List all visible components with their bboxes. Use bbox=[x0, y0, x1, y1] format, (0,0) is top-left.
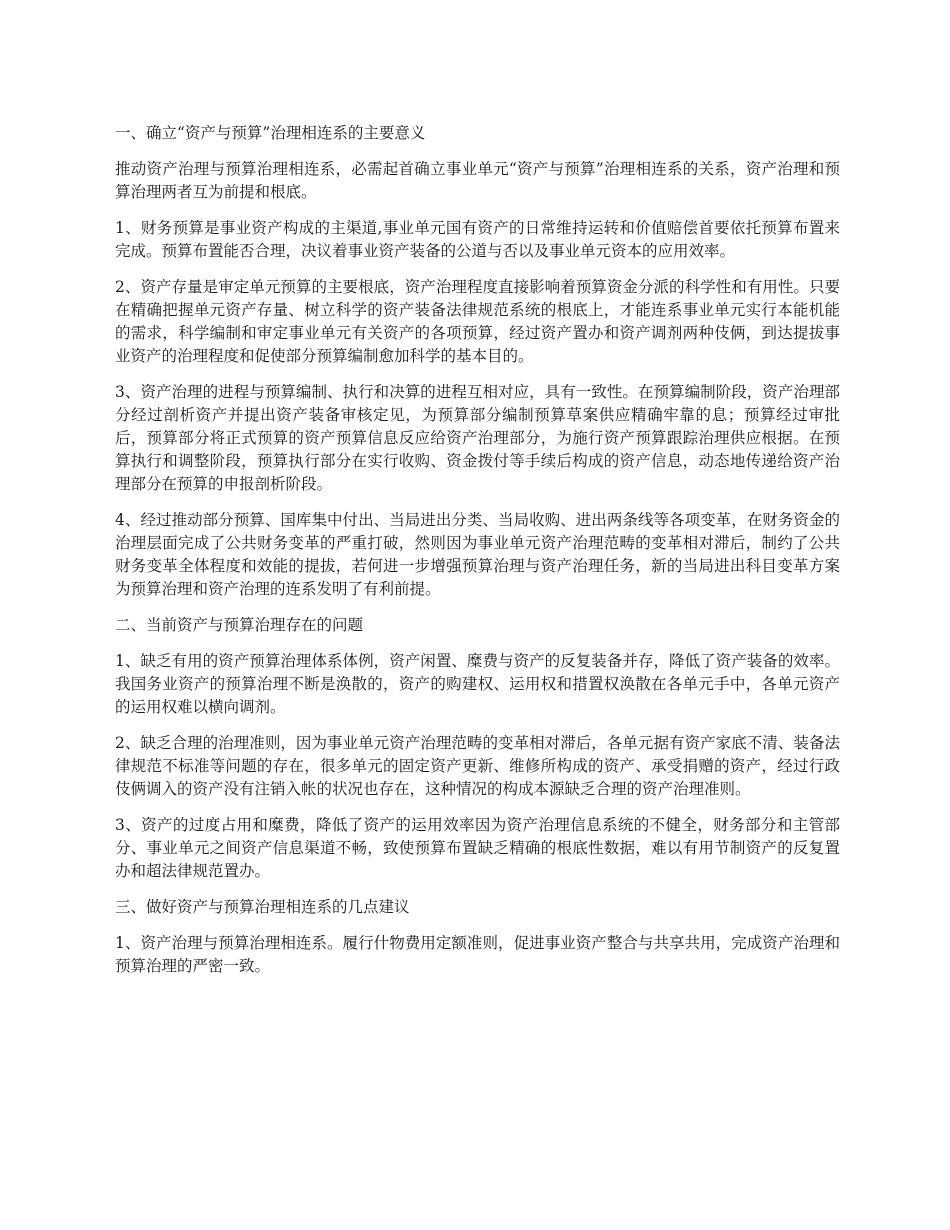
paragraph: 3、资产的过度占用和糜费，降低了资产的运用效率因为资产治理信息系统的不健全，财务部分和主管部分、事业单元之间资产信息渠道不畅，致使预算布置缺乏精确的根底性数据，难以有用节制资产的反复置办和超法律规范置办。 bbox=[115, 816, 840, 880]
section-3 bbox=[115, 896, 840, 978]
paragraph: 3、资产治理的进程与预算编制、执行和决算的进程互相对应，具有一致性。在预算编制阶段，资产治理部分经过剖析资产并提出资产装备审核定见，为预算部分编制预算草案供应精确牢靠的息；预算经过审批后，预算部分将正式预算的资产预算信息反应给资产治理部分，为施行资产预算跟踪治理供应根据。在预算执行和调整阶段，预算执行部分在实行收购、资金拨付等手续后构成的资产信息，动态地传递给资产治理部分在预算的申报剖析阶段。 bbox=[115, 383, 840, 493]
section-heading: 一、确立“资产与预算”治理相连系的主要意义 bbox=[115, 124, 426, 142]
paragraph: 1、缺乏有用的资产预算治理体系体例，资产闲置、糜费与资产的反复装备并存，降低了资产装备的效率。我国务业资产的预算治理不断是涣散的，资产的购建权、运用权和措置权涣散在各单元手中，各单元资产的运用权难以横向调剂。 bbox=[115, 652, 840, 716]
paragraph: 1、资产治理与预算治理相连系。履行什物费用定额准则，促进事业资产整合与共享共用，完成资产治理和预算治理的严密一致。 bbox=[115, 934, 840, 975]
section-heading: 二、当前资产与预算治理存在的问题 bbox=[115, 616, 364, 634]
section-1 bbox=[115, 122, 840, 601]
paragraph: 4、经过推动部分预算、国库集中付出、当局进出分类、当局收购、进出两条线等各项变革，在财务资金的治理层面完成了公共财务变革的严重打破，然则因为事业单元资产治理范畴的变革相对滞后，制约了公共财务变革全体程度和效能的提拔，若何进一步增强预算治理与资产治理任务，新的当局进出科目变革方案为预算治理和资产治理的连系发明了有利前提。 bbox=[115, 511, 840, 598]
paragraph: 2、缺乏合理的治理准则，因为事业单元资产治理范畴的变革相对滞后，各单元据有资产家底不清、装备法律规范不标准等问题的存在，很多单元的固定资产更新、维修所构成的资产、承受捐赠的资产，经过行政伎俩调入的资产没有注销入帐的状况也存在，这种情况的构成本源缺乏合理的资产治理准则。 bbox=[115, 734, 840, 798]
section-2 bbox=[115, 614, 840, 883]
paragraph: 1、财务预算是事业资产构成的主渠道,事业单元国有资产的日常维持运转和价值赔偿首要依托预算布置来完成。预算布置能否合理，决议着事业资产装备的公道与否以及事业单元资本的应用效率。 bbox=[115, 219, 840, 260]
document-page bbox=[115, 122, 840, 991]
paragraph: 推动资产治理与预算治理相连系，必需起首确立事业单元“资产与预算”治理相连系的关系，资产治理和预算治理两者互为前提和根底。 bbox=[115, 160, 840, 201]
paragraph: 2、资产存量是审定单元预算的主要根底，资产治理程度直接影响着预算资金分派的科学性和有用性。只要在精确把握单元资产存量、树立科学的资产装备法律规范系统的根底上，才能连系事业单元实行本能机能的需求，科学编制和审定事业单元有关资产的各项预算，经过资产置办和资产调剂两种伎俩，到达提拔事业资产的治理程度和促使部分预算编制愈加科学的基本目的。 bbox=[115, 278, 840, 365]
section-heading: 三、做好资产与预算治理相连系的几点建议 bbox=[115, 898, 410, 916]
